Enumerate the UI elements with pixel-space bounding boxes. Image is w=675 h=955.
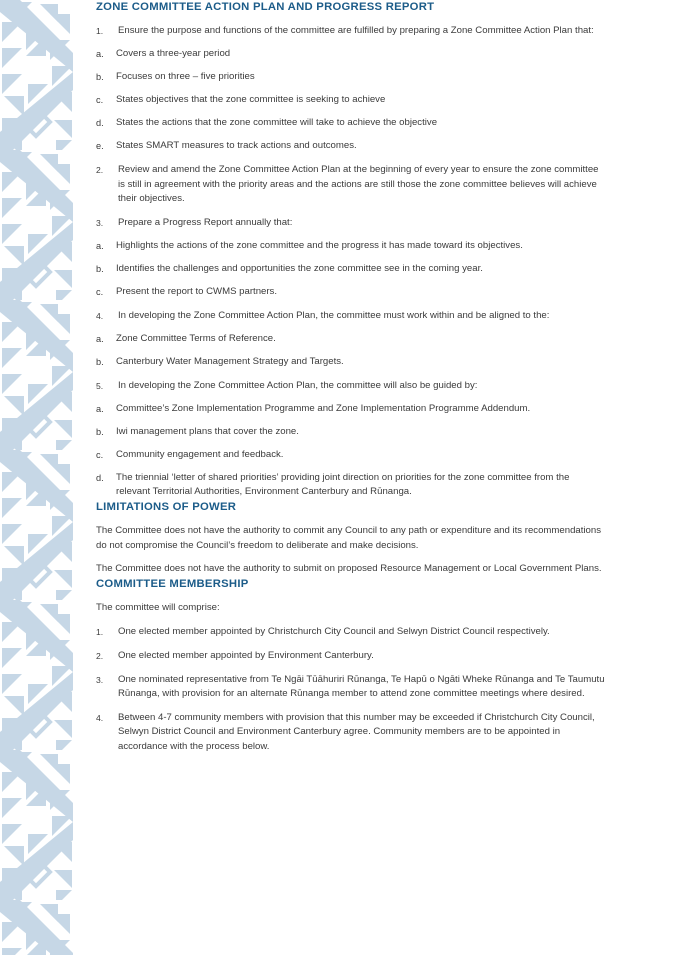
list-item-text: In developing the Zone Committee Action Plan, the committee will also be guided by: [118,379,478,391]
list-marker: b. [96,264,104,275]
list-item [96,673,606,702]
sub-list [96,239,606,300]
list-marker: c. [96,449,104,460]
list-item-text: In developing the Zone Committee Action Plan, the committee must work within and be aligned to the: [118,309,550,321]
list-item [96,262,606,277]
document-body [96,0,606,955]
list-item [96,471,606,500]
list-marker: 3. [96,674,104,685]
list-marker: 2. [96,651,104,662]
section-heading-limitations: LIMITATIONS OF POWER [96,501,237,514]
nested-list-container [96,402,606,500]
list-item [96,70,606,85]
list-item-text: States objectives that the zone committee is seeking to achieve [116,94,386,106]
list-item-text: Zone Committee Terms of Reference. [116,332,276,344]
list-marker: b. [96,356,104,367]
list-item-text: Ensure the purpose and functions of the committee are fulfilled by preparing a Zone Committee Action Plan that: [118,25,594,36]
list-marker: 1. [96,627,104,638]
list-item [96,116,606,131]
action-plan-list [96,24,606,500]
list-marker: d. [96,118,104,129]
sub-list [96,47,606,154]
list-item [96,425,606,440]
list-marker: 4. [96,712,104,723]
list-item-text: Review and amend the Zone Committee Action Plan at the beginning of every year to ensure the zone committee is still in agreement with the priority areas and the actions are still those the zone committee believes will achieve their objectives. [118,164,599,205]
list-item-text: Between 4-7 community members with provision that this number may be exceeded if Christchurch City Council, Selwyn District Council and Environment Canterbury agree. Community members are to be appointed in accordance with the process below. [118,711,595,752]
list-item [96,402,606,417]
sub-list [96,402,606,500]
list-item-text: One elected member appointed by Environment Canterbury. [118,650,374,662]
list-item [96,285,606,300]
list-item-text: Prepare a Progress Report annually that: [118,216,293,228]
list-marker: a. [96,49,104,60]
nested-list-container [96,47,606,154]
list-item-text: Focuses on three – five priorities [116,71,255,83]
list-item-text: One nominated representative from Te Ngāi Tūāhuriri Rūnanga, Te Hapū o Ngāti Wheke Rūnanga and Te Taumutu Rūnanga, with provision for an alternate Rūnanga member to attend zone committee meetings where desired. [118,673,605,700]
list-marker: 5. [96,380,104,391]
list-item-text: Community engagement and feedback. [116,448,284,460]
list-item-text: One elected member appointed by Christchurch City Council and Selwyn District Council respectively. [118,626,550,638]
sub-list [96,332,606,370]
list-item-text: Present the report to CWMS partners. [116,286,278,298]
membership-list [96,625,606,754]
list-item-text: The triennial ‘letter of shared priorities’ providing joint direction on priorities for the zone committee from the relevant Territorial Authorities, Environment Canterbury and Rūnanga. [116,471,570,498]
list-marker: 2. [96,165,104,176]
section-heading-membership: COMMITTEE MEMBERSHIP [96,577,249,590]
list-item-text: Identifies the challenges and opportunities the zone committee see in the coming year. [116,263,483,275]
list-marker: d. [96,472,104,483]
list-item [96,711,606,755]
list-item-text: Iwi management plans that cover the zone. [116,425,299,437]
list-marker: b. [96,426,104,437]
paragraph: The Committee does not have the authority to submit on proposed Resource Management or Local Government Plans. [96,563,602,575]
paragraph: The Committee does not have the authority to commit any Council to any path or expenditure and its recommendations do not compromise the Council’s freedom to deliberate and make decisions. [96,525,602,551]
list-marker: b. [96,72,104,83]
list-item [96,24,606,39]
list-marker: 1. [96,26,104,36]
list-marker: c. [96,95,104,106]
list-marker: e. [96,141,104,152]
list-item [96,309,606,324]
list-item [96,139,606,154]
list-marker: a. [96,240,104,251]
list-item [96,625,606,640]
list-item [96,216,606,231]
nested-list-container [96,332,606,370]
list-marker: a. [96,403,104,414]
list-item-text: Highlights the actions of the zone committee and the progress it has made toward its objectives. [116,239,523,251]
list-item [96,239,606,254]
list-item [96,93,606,108]
nested-list-container [96,239,606,300]
list-item-text: States the actions that the zone committee will take to achieve the objective [116,117,438,129]
list-marker: 3. [96,217,104,228]
list-item [96,163,606,207]
tukutuku-pattern-border [0,0,73,955]
list-marker: c. [96,287,104,298]
list-item [96,332,606,347]
list-item [96,448,606,463]
list-marker: 4. [96,310,104,321]
page-title: ZONE COMMITTEE ACTION PLAN AND PROGRESS REPORT [96,1,435,13]
list-item-text: Covers a three-year period [116,48,231,60]
list-item-text: Canterbury Water Management Strategy and Targets. [116,355,344,367]
list-item [96,355,606,370]
list-item [96,649,606,664]
tukutuku-pattern-svg [0,0,73,955]
list-item-text: States SMART measures to track actions and outcomes. [116,140,357,152]
list-item-text: Committee’s Zone Implementation Programme and Zone Implementation Programme Addendum. [116,402,531,414]
list-marker: a. [96,333,104,344]
membership-intro: The committee will comprise: [96,601,220,613]
list-item [96,379,606,394]
list-item [96,47,606,62]
